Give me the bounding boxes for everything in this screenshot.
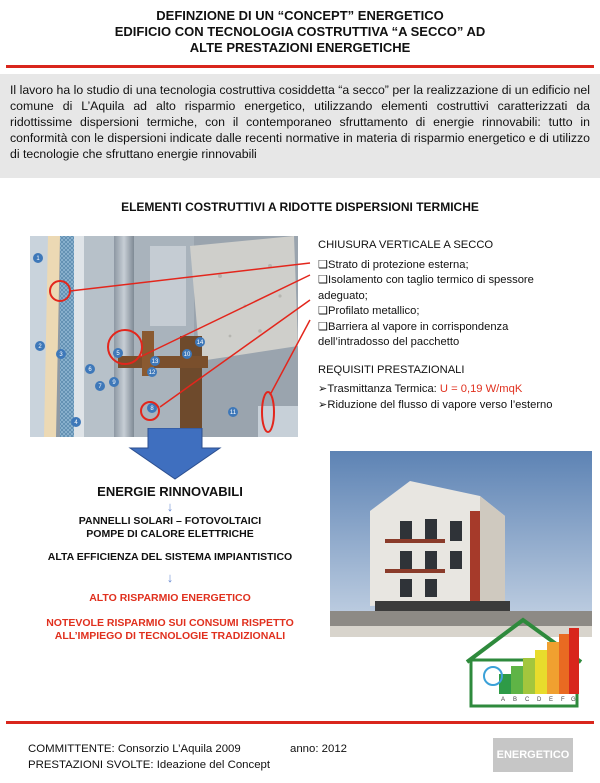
title-line-2: EDIFICIO CON TECNOLOGIA COSTRUTTIVA “A SECCO” AD	[114, 24, 486, 39]
energy-class-c: C	[525, 697, 530, 703]
consumption-line-2: ALL’IMPIEGO DI TECNOLOGIE TRADIZIONALI	[54, 630, 286, 642]
committente-text: COMMITTENTE: Consorzio L’Aquila 2009	[28, 743, 241, 755]
energy-class-b: B	[513, 697, 518, 703]
svg-text:12: 12	[148, 370, 156, 376]
chiusura-item: ❑Isolamento con taglio termico di spessore	[318, 274, 534, 286]
chiusura-item: ❑Strato di protezione esterna;	[318, 258, 469, 271]
renewables-panel	[40, 484, 300, 643]
svg-text:13: 13	[151, 359, 159, 365]
renewables-line-2: POMPE DI CALORE ELETTRICHE	[86, 528, 254, 540]
chiusura-item-cont: dell’intradosso del pacchetto	[318, 336, 460, 348]
efficiency-text: ALTA EFFICIENZA DEL SISTEMA IMPIANTISTICO	[47, 551, 293, 563]
anno-text: anno: 2012	[290, 743, 348, 755]
chiusura-item: ❑Profilato metallico;	[318, 305, 420, 317]
chiusura-heading: CHIUSURA VERTICALE A SECCO	[318, 239, 494, 251]
energy-class-f: F	[561, 697, 565, 703]
energy-class-d: D	[537, 697, 542, 703]
renewables-line-1: PANNELLI SOLARI – FOTOVOLTAICI	[78, 515, 262, 527]
svg-text:6: 6	[88, 367, 92, 373]
svg-text:8: 8	[150, 406, 154, 412]
chiusura-panel	[318, 238, 593, 413]
energy-class-house-icon	[463, 616, 585, 710]
title-line-3: ALTE PRESTAZIONI ENERGETICHE	[189, 40, 411, 55]
svg-text:14: 14	[196, 340, 204, 346]
chiusura-item-cont: adeguato;	[318, 289, 368, 302]
vapore-item: ➢Riduzione del flusso di vapore verso l’esterno	[318, 398, 553, 411]
chiusura-item: ❑Barriera al vapore in corrispondenza	[318, 320, 509, 333]
consumption-line-1: NOTEVOLE RISPARMIO SUI CONSUMI RISPETTO	[46, 617, 294, 629]
savings-text: ALTO RISPARMIO ENERGETICO	[89, 592, 251, 604]
svg-text:11: 11	[229, 410, 237, 416]
trasmittanza-value: U = 0,19 W/mqK	[439, 383, 523, 395]
building-render	[330, 451, 592, 637]
svg-text:9: 9	[112, 380, 116, 386]
energetico-badge: ENERGETICO	[493, 738, 573, 772]
trasmittanza-item: ➢Trasmittanza Termica: U = 0,19 W/mqK	[318, 383, 523, 395]
title-line-1: DEFINZIONE DI UN “CONCEPT” ENERGETICO	[156, 8, 444, 23]
section-title: ELEMENTI COSTRUTTIVI A RIDOTTE DISPERSIONI TERMICHE	[121, 200, 479, 214]
energy-class-a: A	[501, 697, 506, 703]
svg-text:10: 10	[183, 352, 191, 358]
renewables-heading: ENERGIE RINNOVABILI	[97, 484, 243, 499]
energy-class-g: G	[571, 697, 576, 703]
energy-class-e: E	[549, 697, 554, 703]
down-arrow-icon	[128, 428, 222, 480]
small-down-arrow-icon: ↓	[166, 499, 174, 514]
svg-text:7: 7	[98, 384, 102, 390]
footer-divider	[6, 721, 594, 724]
small-down-arrow-icon: ↓	[166, 570, 174, 585]
requisiti-heading: REQUISITI PRESTAZIONALI	[318, 363, 465, 376]
svg-text:2: 2	[38, 344, 42, 350]
svg-text:4: 4	[74, 420, 78, 426]
prestazioni-text: PRESTAZIONI SVOLTE: Ideazione del Concept	[28, 759, 271, 771]
svg-text:3: 3	[59, 352, 63, 358]
svg-text:1: 1	[36, 256, 40, 262]
intro-text: Il lavoro ha lo studio di una tecnologia costruttiva cosiddetta “a secco” per la realizzazione di un edificio nel comune di L’Aquila ad alto risparmio energetico, utilizzando elementi costruttivi caratterizzati da ridottissime dispersioni termiche, con il contemporaneo sfruttamento di energie rinnovabili: tutto in conformità con le dispersioni indicate dalle recenti normative in materia di risparmio energetico e di utilizzo di tecnologie che sfruttano energie rinnovabili	[10, 83, 590, 161]
svg-text:5: 5	[116, 351, 120, 357]
